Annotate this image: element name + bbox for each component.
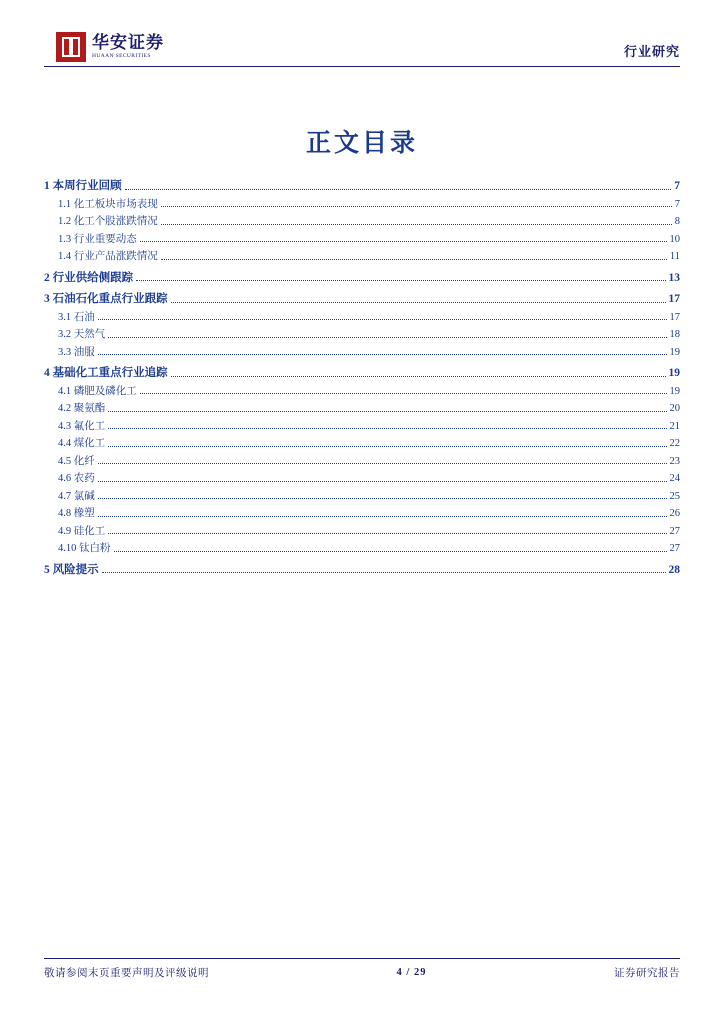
toc-entry-page: 27 <box>669 543 680 554</box>
toc-leader-dots <box>98 354 667 355</box>
toc-entry-page: 21 <box>669 420 680 432</box>
toc-entry[interactable] <box>44 387 680 398</box>
toc-entry-label: 4.2 聚氨酯 <box>58 403 106 414</box>
toc-leader-dots <box>140 393 667 394</box>
toc-entry-page: 26 <box>669 508 680 519</box>
toc-entry-label: 4.7 氯碱 <box>58 490 95 502</box>
toc-entry-page: 19 <box>669 346 680 358</box>
toc-entry-page: 13 <box>668 271 680 284</box>
toc-entry-page: 8 <box>674 216 680 227</box>
toc-entry-label: 4.1 磷肥及磷化工 <box>58 385 137 397</box>
footer-report-type: 证券研究报告 <box>613 968 680 979</box>
toc-entry-page: 18 <box>669 329 680 340</box>
toc-entry[interactable] <box>44 527 680 538</box>
toc-entry[interactable] <box>44 217 680 228</box>
toc-entry-label: 4 基础化工重点行业追踪 <box>44 367 168 379</box>
toc-entry[interactable] <box>44 313 680 324</box>
toc-leader-dots <box>98 516 667 517</box>
toc-entry-label: 4.6 农药 <box>58 473 95 484</box>
toc-entry[interactable] <box>44 474 680 485</box>
toc-leader-dots <box>102 572 666 573</box>
toc-entry-page: 20 <box>669 403 680 414</box>
toc-entry-page: 11 <box>669 251 680 262</box>
toc-leader-dots <box>114 551 667 552</box>
toc-entry[interactable] <box>44 492 680 503</box>
toc-leader-dots <box>161 259 667 260</box>
toc-leader-dots <box>98 319 667 320</box>
footer-page-number <box>397 967 427 978</box>
toc-entry-label: 1.2 化工个股涨跌情况 <box>58 216 158 227</box>
toc-entry-label: 2 行业供给侧跟踪 <box>44 271 134 284</box>
table-of-contents <box>44 181 680 576</box>
toc-entry[interactable] <box>44 422 680 433</box>
toc-entry[interactable] <box>44 273 680 285</box>
footer-page-total: 29 <box>413 967 427 978</box>
toc-entry-page: 23 <box>669 455 680 467</box>
footer-divider <box>44 958 680 959</box>
toc-entry-page: 7 <box>674 180 680 192</box>
toc-entry[interactable] <box>44 404 680 415</box>
toc-entry-label: 1.3 行业重要动态 <box>58 233 137 245</box>
toc-leader-dots <box>161 224 672 225</box>
toc-entry-label: 4.8 橡塑 <box>58 508 95 519</box>
footer-disclaimer: 敬请参阅末页重要声明及评级说明 <box>44 968 209 979</box>
toc-entry-page: 10 <box>669 233 680 245</box>
toc-entry-label: 3.3 油服 <box>58 346 95 358</box>
logo-text <box>92 34 164 60</box>
page-footer <box>44 958 680 980</box>
toc-leader-dots <box>140 241 667 242</box>
toc-leader-dots <box>108 411 666 412</box>
toc-entry-label: 5 风险提示 <box>44 563 99 576</box>
toc-leader-dots <box>108 337 666 338</box>
toc-entry-page: 17 <box>668 293 680 305</box>
toc-entry-page: 19 <box>668 367 680 379</box>
toc-leader-dots <box>98 498 667 499</box>
toc-leader-dots <box>108 428 666 429</box>
toc-entry[interactable] <box>44 348 680 359</box>
footer-page-current: 4 <box>396 967 403 978</box>
toc-leader-dots <box>98 481 667 482</box>
toc-leader-dots <box>171 376 666 377</box>
toc-entry[interactable] <box>44 457 680 468</box>
toc-entry-label: 4.4 煤化工 <box>58 438 106 449</box>
toc-leader-dots <box>171 302 666 303</box>
toc-entry-label: 4.3 氟化工 <box>58 420 106 432</box>
toc-entry[interactable] <box>44 200 680 211</box>
toc-leader-dots <box>108 533 666 534</box>
toc-entry-page: 22 <box>669 438 680 449</box>
toc-entry[interactable] <box>44 368 680 380</box>
toc-entry[interactable] <box>44 565 680 577</box>
toc-leader-dots <box>98 463 667 464</box>
toc-entry-label: 3.2 天然气 <box>58 329 106 340</box>
toc-entry-page: 17 <box>669 311 680 323</box>
toc-entry[interactable] <box>44 509 680 520</box>
toc-entry-page: 7 <box>674 198 680 210</box>
page-title: 正文目录 <box>305 130 418 157</box>
toc-leader-dots <box>136 280 665 281</box>
toc-entry[interactable] <box>44 181 680 193</box>
toc-entry-page: 28 <box>668 563 680 576</box>
toc-entry-page: 19 <box>669 385 680 397</box>
logo-company-name-cn: 华安证券 <box>92 33 164 53</box>
toc-leader-dots <box>125 189 672 190</box>
toc-entry[interactable] <box>44 544 680 555</box>
toc-entry-label: 4.10 钛白粉 <box>58 543 111 554</box>
toc-leader-dots <box>161 206 672 207</box>
toc-entry[interactable] <box>44 235 680 246</box>
page-header <box>44 0 680 66</box>
toc-entry[interactable] <box>44 252 680 263</box>
toc-entry[interactable] <box>44 294 680 306</box>
toc-entry-label: 3 石油石化重点行业跟踪 <box>44 293 168 305</box>
logo-company-name-en: HUAAN SECURITIES <box>92 53 151 60</box>
toc-entry-label: 1.4 行业产品涨跌情况 <box>58 251 158 262</box>
toc-entry-label: 1.1 化工板块市场表现 <box>58 198 158 210</box>
toc-entry-label: 1 本周行业回顾 <box>44 180 122 192</box>
toc-entry[interactable] <box>44 439 680 450</box>
toc-entry-page: 24 <box>669 473 680 484</box>
logo-mark-icon <box>56 32 86 62</box>
toc-entry-label: 3.1 石油 <box>58 311 95 323</box>
toc-entry-label: 4.9 硅化工 <box>58 525 106 537</box>
footer-page-separator: / <box>406 967 411 978</box>
toc-entry[interactable] <box>44 330 680 341</box>
company-logo <box>56 32 164 62</box>
toc-entry-label: 4.5 化纤 <box>58 455 95 467</box>
header-category-label: 行业研究 <box>623 44 680 59</box>
toc-leader-dots <box>108 446 666 447</box>
toc-entry-page: 25 <box>669 490 680 502</box>
toc-entry-page: 27 <box>669 525 680 537</box>
header-divider <box>44 66 680 67</box>
